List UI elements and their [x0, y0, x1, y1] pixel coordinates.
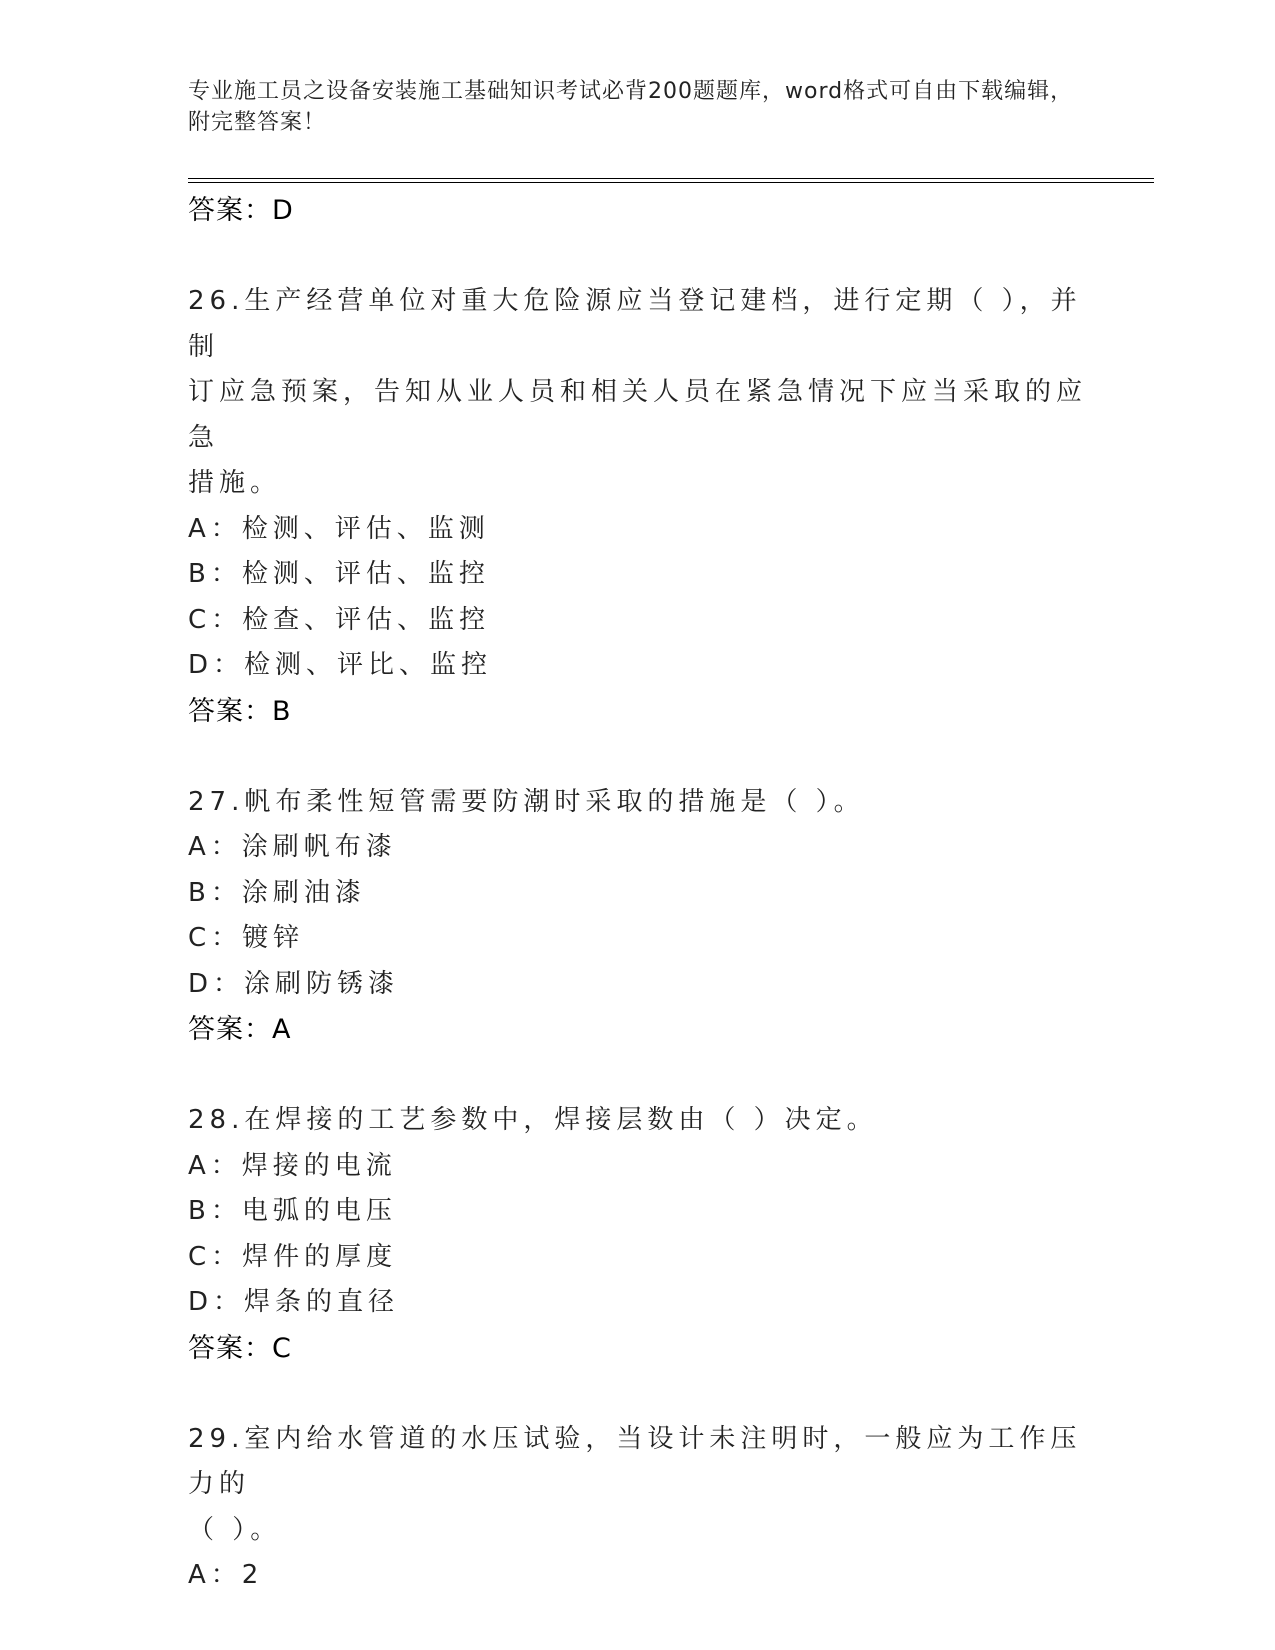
question-text-line: 27.帆布柔性短管需要防潮时采取的措施是（ ）。	[188, 786, 865, 817]
question-list	[188, 188, 1088, 1599]
question-text-line: 订应急预案，告知从业人员和相关人员在紧急情况下应当采取的应急	[188, 377, 1088, 453]
spacer	[188, 1371, 1088, 1417]
option-b: B：涂刷油漆	[188, 877, 366, 908]
option-a: A：2	[188, 1560, 264, 1590]
option-c: C：焊件的厚度	[188, 1241, 398, 1272]
question-text-line: 28.在焊接的工艺参数中，焊接层数由（ ）决定。	[188, 1105, 878, 1135]
answer-25: 答案：D	[188, 195, 294, 226]
option-d: D：涂刷防锈漆	[188, 968, 400, 999]
option-d: D：检测、评比、监控	[188, 650, 493, 680]
answer-26: 答案：B	[188, 695, 292, 727]
document-header: 专业施工员之设备安装施工基础知识考试必背200题题库，word格式可自由下载编辑，附完整答案！	[188, 79, 1074, 135]
option-b: B：检测、评估、监控	[188, 559, 490, 589]
question-28	[188, 1098, 1088, 1371]
question-29	[188, 1417, 1088, 1599]
question-text-line: 29.室内给水管道的水压试验，当设计未注明时，一般应为工作压力的	[188, 1423, 1082, 1499]
question-text-line: 措施。	[188, 468, 282, 498]
spacer	[188, 1053, 1088, 1099]
question-text-line: （ ）。	[188, 1514, 282, 1545]
question-27	[188, 780, 1088, 1053]
spacer	[188, 234, 1088, 280]
header-divider	[188, 178, 1154, 183]
option-a: A：焊接的电流	[188, 1150, 397, 1181]
option-c: C：镀锌	[188, 923, 305, 953]
option-a: A：涂刷帆布漆	[188, 832, 397, 862]
answer-28: 答案：C	[188, 1332, 292, 1364]
spacer	[188, 734, 1088, 780]
option-b: B：电弧的电压	[188, 1196, 397, 1226]
answer-27: 答案：A	[188, 1014, 292, 1045]
option-d: D：焊条的直径	[188, 1287, 400, 1317]
question-26	[188, 279, 1088, 734]
option-c: C：检查、评估、监控	[188, 604, 491, 635]
option-a: A：检测、评估、监测	[188, 513, 490, 544]
question-text-line: 26.生产经营单位对重大危险源应当登记建档，进行定期（ ），并制	[188, 286, 1082, 362]
